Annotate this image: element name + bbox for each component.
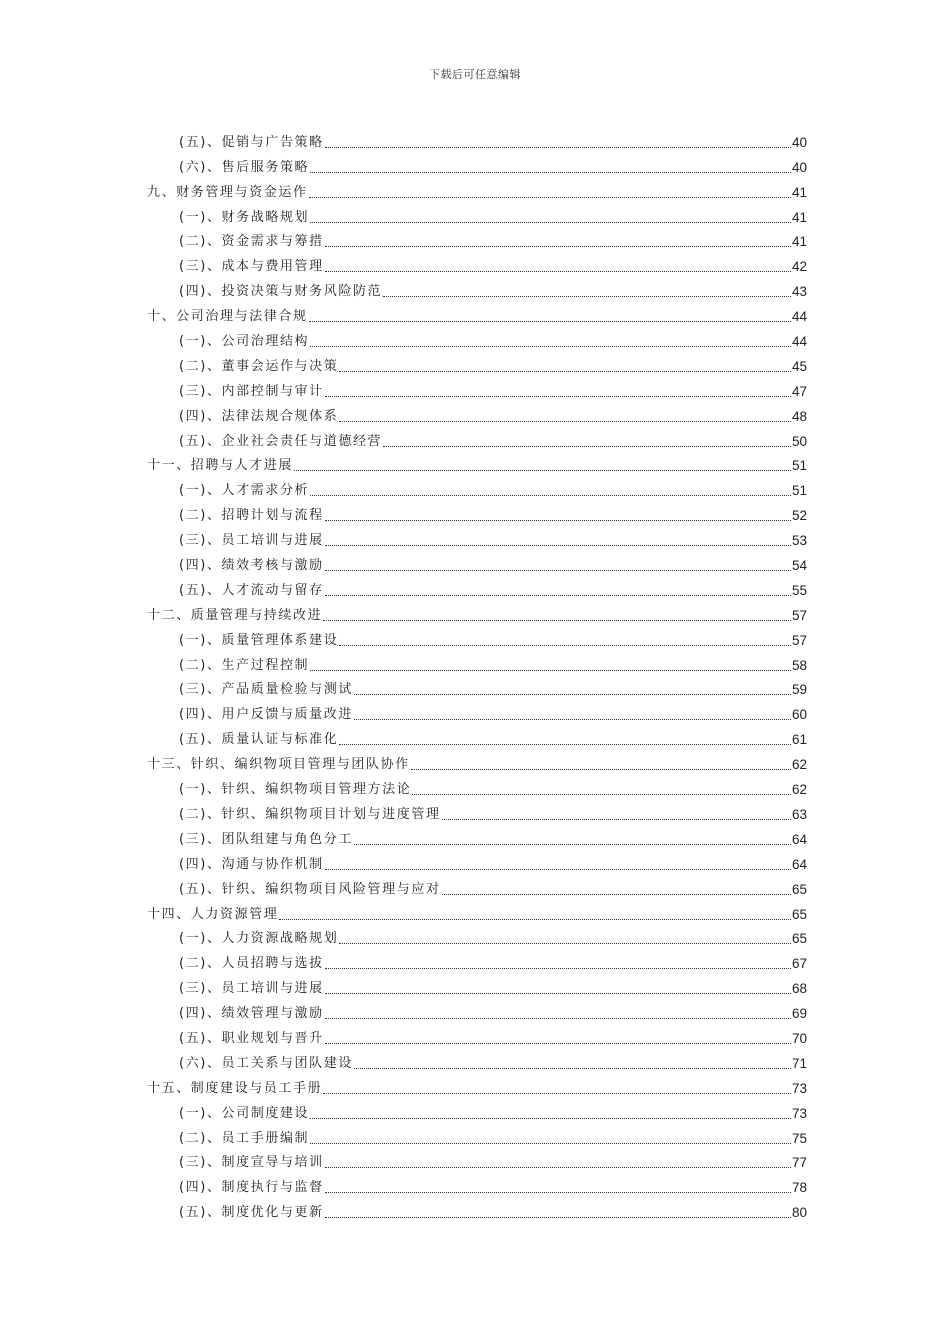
toc-page-number: 41 — [791, 209, 807, 225]
toc-chapter-entry[interactable] — [147, 749, 807, 774]
toc-section-entry[interactable] — [147, 924, 807, 949]
toc-dot-leader — [325, 968, 791, 969]
toc-dot-leader — [411, 769, 791, 770]
table-of-contents — [147, 127, 807, 1222]
toc-entry-label: (四)、用户反馈与质量改进 — [179, 707, 353, 723]
toc-dot-leader — [309, 321, 791, 322]
toc-dot-leader — [339, 744, 791, 745]
toc-page-number: 68 — [791, 981, 807, 997]
toc-entry-label: (六)、员工关系与团队建设 — [179, 1055, 353, 1071]
toc-entry-label: (三)、团队组建与角色分工 — [179, 831, 353, 847]
toc-dot-leader — [310, 346, 791, 347]
toc-entry-label: 十、公司治理与法律合规 — [147, 309, 308, 325]
toc-dot-leader — [325, 520, 791, 521]
toc-page-number: 53 — [791, 533, 807, 549]
toc-dot-leader — [325, 993, 791, 994]
toc-section-entry[interactable] — [147, 799, 807, 824]
toc-dot-leader — [325, 246, 791, 247]
toc-entry-label: (三)、员工培训与进展 — [179, 533, 324, 549]
toc-dot-leader — [325, 570, 791, 571]
toc-dot-leader — [325, 1217, 791, 1218]
toc-section-entry[interactable] — [147, 426, 807, 451]
toc-page-number: 42 — [791, 259, 807, 275]
toc-section-entry[interactable] — [147, 276, 807, 301]
toc-section-entry[interactable] — [147, 376, 807, 401]
toc-page-number: 64 — [791, 831, 807, 847]
toc-section-entry[interactable] — [147, 1098, 807, 1123]
toc-page-number: 40 — [791, 159, 807, 175]
toc-dot-leader — [325, 1043, 791, 1044]
toc-dot-leader — [354, 719, 791, 720]
toc-entry-label: 十一、招聘与人才进展 — [147, 458, 294, 474]
toc-dot-leader — [339, 421, 791, 422]
toc-entry-label: (四)、绩效考核与激励 — [179, 558, 324, 574]
toc-entry-label: (五)、制度优化与更新 — [179, 1205, 324, 1221]
toc-entry-label: (二)、员工手册编制 — [179, 1130, 310, 1146]
toc-page-number: 62 — [791, 782, 807, 798]
toc-entry-label: (五)、质量认证与标准化 — [179, 732, 339, 748]
toc-dot-leader — [325, 545, 791, 546]
toc-dot-leader — [383, 446, 791, 447]
toc-section-entry[interactable] — [147, 973, 807, 998]
toc-page-number: 44 — [791, 334, 807, 350]
toc-dot-leader — [325, 1018, 791, 1019]
page-header: 下载后可任意编辑 — [429, 68, 521, 81]
toc-section-entry[interactable] — [147, 998, 807, 1023]
toc-dot-leader — [339, 371, 791, 372]
toc-dot-leader — [325, 396, 791, 397]
toc-page-number: 73 — [791, 1080, 807, 1096]
toc-entry-label: (一)、人力资源战略规划 — [179, 931, 339, 947]
toc-section-entry[interactable] — [147, 1048, 807, 1073]
toc-page-number: 70 — [791, 1030, 807, 1046]
toc-section-entry[interactable] — [147, 525, 807, 550]
toc-page-number: 55 — [791, 582, 807, 598]
toc-page-number: 51 — [791, 483, 807, 499]
toc-dot-leader — [354, 844, 791, 845]
toc-dot-leader — [325, 271, 791, 272]
toc-section-entry[interactable] — [147, 724, 807, 749]
toc-section-entry[interactable] — [147, 824, 807, 849]
toc-dot-leader — [325, 147, 791, 148]
toc-dot-leader — [309, 197, 791, 198]
toc-entry-label: (二)、董事会运作与决策 — [179, 358, 339, 374]
toc-entry-label: (四)、投资决策与财务风险防范 — [179, 284, 383, 300]
toc-entry-label: (一)、财务战略规划 — [179, 209, 310, 225]
toc-dot-leader — [310, 495, 791, 496]
toc-dot-leader — [354, 694, 791, 695]
toc-page-number: 60 — [791, 707, 807, 723]
toc-page-number: 58 — [791, 657, 807, 673]
toc-section-entry[interactable] — [147, 650, 807, 675]
toc-page-number: 78 — [791, 1180, 807, 1196]
toc-page-number: 47 — [791, 383, 807, 399]
toc-entry-label: 十五、制度建设与员工手册 — [147, 1080, 323, 1096]
toc-section-entry[interactable] — [147, 127, 807, 152]
toc-chapter-entry[interactable] — [147, 177, 807, 202]
toc-entry-label: (五)、促销与广告策略 — [179, 134, 324, 150]
toc-page-number: 80 — [791, 1205, 807, 1221]
toc-dot-leader — [294, 470, 791, 471]
toc-page-number: 67 — [791, 956, 807, 972]
toc-entry-label: (一)、人才需求分析 — [179, 483, 310, 499]
toc-page-number: 65 — [791, 906, 807, 922]
toc-entry-label: (五)、企业社会责任与道德经营 — [179, 433, 383, 449]
toc-section-entry[interactable] — [147, 849, 807, 874]
toc-section-entry[interactable] — [147, 475, 807, 500]
toc-page-number: 64 — [791, 856, 807, 872]
toc-section-entry[interactable] — [147, 1197, 807, 1222]
toc-entry-label: (五)、职业规划与晋升 — [179, 1030, 324, 1046]
toc-entry-label: 九、财务管理与资金运作 — [147, 184, 308, 200]
toc-section-entry[interactable] — [147, 874, 807, 899]
toc-entry-label: (二)、资金需求与筹措 — [179, 234, 324, 250]
toc-entry-label: (一)、公司制度建设 — [179, 1105, 310, 1121]
toc-section-entry[interactable] — [147, 500, 807, 525]
toc-entry-label: (四)、制度执行与监督 — [179, 1180, 324, 1196]
toc-page-number: 63 — [791, 806, 807, 822]
toc-section-entry[interactable] — [147, 401, 807, 426]
toc-section-entry[interactable] — [147, 326, 807, 351]
toc-entry-label: 十四、人力资源管理 — [147, 906, 279, 922]
toc-dot-leader — [323, 620, 791, 621]
toc-section-entry[interactable] — [147, 699, 807, 724]
toc-section-entry[interactable] — [147, 1148, 807, 1173]
toc-dot-leader — [354, 1068, 791, 1069]
toc-chapter-entry[interactable] — [147, 1073, 807, 1098]
toc-entry-label: (二)、生产过程控制 — [179, 657, 310, 673]
toc-section-entry[interactable] — [147, 251, 807, 276]
toc-dot-leader — [383, 296, 791, 297]
toc-dot-leader — [442, 819, 791, 820]
toc-page-number: 71 — [791, 1055, 807, 1071]
toc-section-entry[interactable] — [147, 1123, 807, 1148]
toc-page-number: 57 — [791, 607, 807, 623]
toc-entry-label: (四)、沟通与协作机制 — [179, 856, 324, 872]
toc-entry-label: (三)、制度宣导与培训 — [179, 1155, 324, 1171]
toc-entry-label: (三)、产品质量检验与测试 — [179, 682, 353, 698]
toc-section-entry[interactable] — [147, 625, 807, 650]
toc-page-number: 65 — [791, 881, 807, 897]
toc-entry-label: (四)、绩效管理与激励 — [179, 1006, 324, 1022]
toc-dot-leader — [325, 869, 791, 870]
toc-section-entry[interactable] — [147, 774, 807, 799]
toc-page-number: 51 — [791, 458, 807, 474]
toc-chapter-entry[interactable] — [147, 600, 807, 625]
toc-dot-leader — [325, 1167, 791, 1168]
toc-dot-leader — [325, 595, 791, 596]
toc-dot-leader — [442, 894, 791, 895]
toc-dot-leader — [310, 1118, 791, 1119]
toc-page-number: 52 — [791, 508, 807, 524]
toc-dot-leader — [279, 919, 791, 920]
toc-page-number: 41 — [791, 184, 807, 200]
toc-dot-leader — [339, 645, 791, 646]
toc-page-number: 75 — [791, 1130, 807, 1146]
toc-section-entry[interactable] — [147, 550, 807, 575]
toc-entry-label: 十三、针织、编织物项目管理与团队协作 — [147, 757, 410, 773]
toc-entry-label: (四)、法律法规合规体系 — [179, 408, 339, 424]
toc-page-number: 62 — [791, 757, 807, 773]
toc-page-number: 45 — [791, 358, 807, 374]
toc-entry-label: (二)、招聘计划与流程 — [179, 508, 324, 524]
toc-dot-leader — [325, 1192, 791, 1193]
toc-chapter-entry[interactable] — [147, 301, 807, 326]
toc-entry-label: (五)、针织、编织物项目风险管理与应对 — [179, 881, 441, 897]
toc-dot-leader — [310, 222, 791, 223]
toc-section-entry[interactable] — [147, 351, 807, 376]
toc-entry-label: (三)、成本与费用管理 — [179, 259, 324, 275]
toc-section-entry[interactable] — [147, 948, 807, 973]
toc-chapter-entry[interactable] — [147, 451, 807, 476]
toc-entry-label: (六)、售后服务策略 — [179, 159, 310, 175]
toc-entry-label: (一)、质量管理体系建设 — [179, 632, 339, 648]
toc-chapter-entry[interactable] — [147, 899, 807, 924]
toc-page-number: 54 — [791, 558, 807, 574]
toc-section-entry[interactable] — [147, 1172, 807, 1197]
toc-dot-leader — [310, 670, 791, 671]
toc-page-number: 43 — [791, 284, 807, 300]
toc-page-number: 44 — [791, 309, 807, 325]
toc-entry-label: (一)、公司治理结构 — [179, 334, 310, 350]
toc-page-number: 50 — [791, 433, 807, 449]
toc-page-number: 57 — [791, 632, 807, 648]
toc-entry-label: (二)、针织、编织物项目计划与进度管理 — [179, 806, 441, 822]
toc-entry-label: (二)、人员招聘与选拔 — [179, 956, 324, 972]
toc-page-number: 41 — [791, 234, 807, 250]
toc-section-entry[interactable] — [147, 227, 807, 252]
toc-page-number: 77 — [791, 1155, 807, 1171]
toc-dot-leader — [310, 1143, 791, 1144]
toc-entry-label: (一)、针织、编织物项目管理方法论 — [179, 782, 412, 798]
toc-entry-label: (五)、人才流动与留存 — [179, 582, 324, 598]
toc-page-number: 69 — [791, 1006, 807, 1022]
toc-entry-label: 十二、质量管理与持续改进 — [147, 607, 323, 623]
toc-section-entry[interactable] — [147, 575, 807, 600]
toc-section-entry[interactable] — [147, 675, 807, 700]
toc-dot-leader — [310, 172, 791, 173]
toc-page-number: 61 — [791, 732, 807, 748]
toc-section-entry[interactable] — [147, 202, 807, 227]
toc-dot-leader — [323, 1093, 791, 1094]
toc-entry-label: (三)、内部控制与审计 — [179, 383, 324, 399]
toc-page-number: 48 — [791, 408, 807, 424]
toc-page-number: 59 — [791, 682, 807, 698]
toc-dot-leader — [412, 794, 791, 795]
toc-page-number: 73 — [791, 1105, 807, 1121]
toc-page-number: 65 — [791, 931, 807, 947]
toc-page-number: 40 — [791, 134, 807, 150]
toc-section-entry[interactable] — [147, 1023, 807, 1048]
toc-section-entry[interactable] — [147, 152, 807, 177]
toc-dot-leader — [339, 943, 791, 944]
toc-entry-label: (三)、员工培训与进展 — [179, 981, 324, 997]
